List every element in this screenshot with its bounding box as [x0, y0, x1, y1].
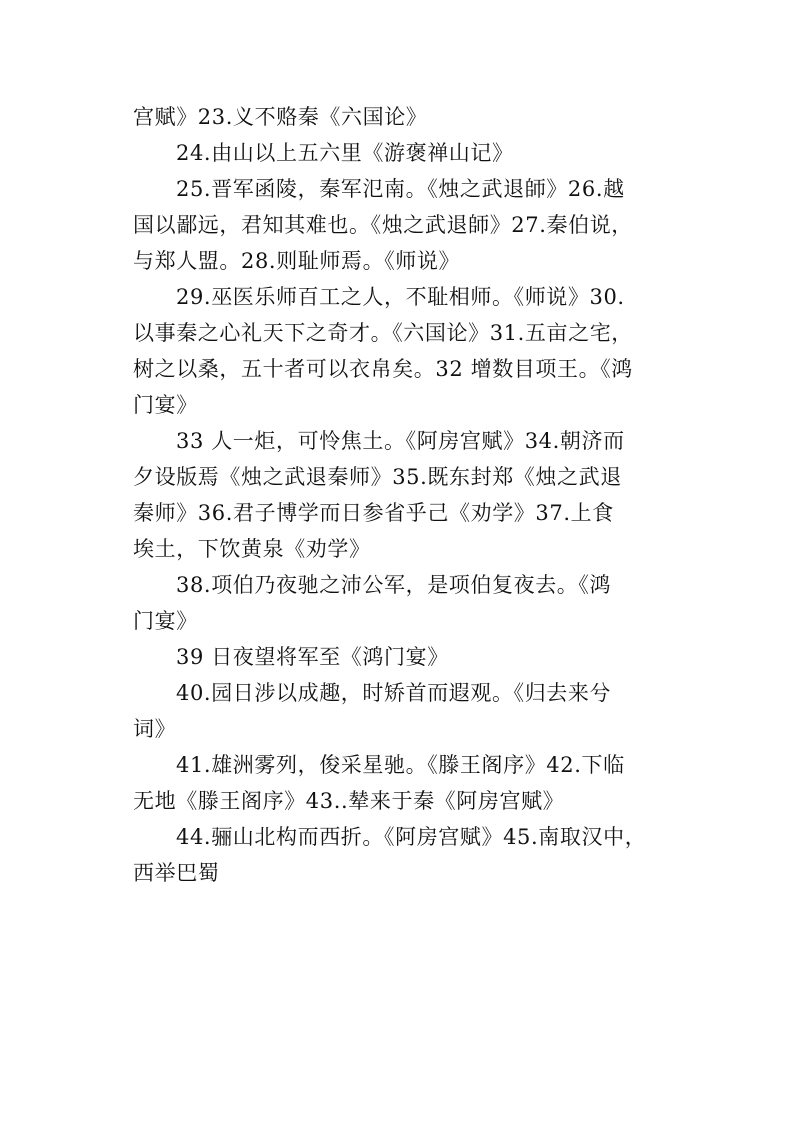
text-line: 与郑人盟。28.则耻师焉。《师说》: [133, 249, 461, 273]
text-line: 33 人一炬，可怜焦土。《阿房宫赋》34.朝济而: [176, 429, 625, 453]
text-line: 西举巴蜀: [133, 861, 220, 885]
text-line: 门宴》: [133, 393, 198, 417]
text-line: 25.晋军函陵，秦军氾南。《烛之武退師》26.越: [176, 177, 625, 201]
text-line: 门宴》: [133, 609, 198, 633]
text-line: 秦师》36.君子博学而日参省乎己《劝学》37.上食: [133, 501, 614, 525]
text-line: 38.项伯乃夜驰之沛公军，是项伯复夜去。《鸿: [176, 573, 612, 597]
text-line: 词》: [133, 717, 177, 741]
text-line: 宫赋》23.义不赂秦《六国论》: [133, 105, 428, 129]
document-body: [133, 99, 667, 891]
text-line: 44.骊山北构而西折。《阿房宫赋》45.南取汉中，: [176, 825, 647, 849]
text-line: 29.巫医乐师百工之人，不耻相师。《师说》30.: [176, 285, 625, 309]
text-line: 国以鄙远，君知其难也。《烛之武退師》27.秦伯说，: [133, 213, 633, 237]
text-line: 以事秦之心礼天下之奇才。《六国论》31.五亩之宅，: [133, 321, 633, 345]
text-line: 41.雄洲雾列，俊采星驰。《滕王阁序》42.下临: [176, 753, 625, 777]
text-line: 树之以桑，五十者可以衣帛矣。32 增数目项王。《鸿: [133, 357, 633, 381]
text-line: 埃土，下饮黄泉《劝学》: [133, 537, 371, 561]
text-line: 夕设版焉《烛之武退秦师》35.既东封郑《烛之武退: [133, 465, 622, 489]
text-line: 无地《滕王阁序》43..辇来于秦《阿房宫赋》: [133, 789, 565, 813]
text-line: 24.由山以上五六里《游褒禅山记》: [176, 141, 514, 165]
text-line: 40.园日涉以成趣，时矫首而遐观。《归去来兮: [176, 681, 612, 705]
text-line: 39 日夜望将军至《鸿门宴》: [176, 645, 449, 669]
